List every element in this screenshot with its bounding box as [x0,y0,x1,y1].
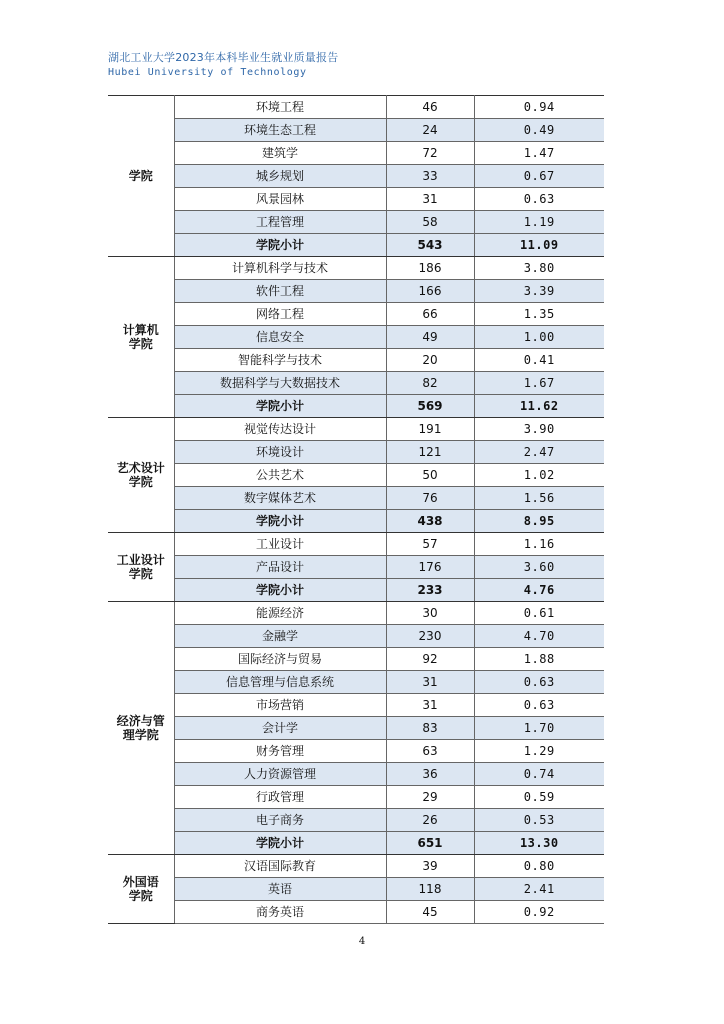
graduate-percentage: 0.61 [474,602,604,625]
college-name-line: 外国语 [122,875,159,889]
graduate-percentage: 4.70 [474,625,604,648]
graduate-percentage: 1.02 [474,464,604,487]
college-name-line: 学院 [128,567,153,581]
graduate-percentage: 0.63 [474,188,604,211]
subtotal-count: 438 [386,510,474,533]
major-name: 能源经济 [174,602,386,625]
college-name-line: 工业设计 [116,553,165,567]
graduate-percentage: 0.67 [474,165,604,188]
table-row [108,901,604,924]
graduate-count: 31 [386,671,474,694]
major-name: 信息管理与信息系统 [174,671,386,694]
graduate-count: 92 [386,648,474,671]
subtotal-label: 学院小计 [174,234,386,257]
major-name: 人力资源管理 [174,763,386,786]
table-row [108,855,604,878]
table-row [108,717,604,740]
graduate-count: 31 [386,694,474,717]
college-name-line: 经济与管 [116,714,165,728]
subtotal-row [108,234,604,257]
graduate-percentage: 3.80 [474,257,604,280]
major-name: 产品设计 [174,556,386,579]
graduate-percentage: 0.94 [474,96,604,119]
graduate-percentage: 1.35 [474,303,604,326]
graduate-percentage: 2.47 [474,441,604,464]
college-name-line: 计算机 [122,323,159,337]
graduate-percentage: 0.63 [474,694,604,717]
graduate-count: 63 [386,740,474,763]
graduate-percentage: 0.59 [474,786,604,809]
graduate-percentage: 3.60 [474,556,604,579]
major-name: 软件工程 [174,280,386,303]
subtotal-percentage: 11.09 [474,234,604,257]
table-row [108,372,604,395]
major-name: 风景园林 [174,188,386,211]
table-row [108,165,604,188]
college-name [108,602,174,855]
graduate-count: 82 [386,372,474,395]
graduate-percentage: 1.29 [474,740,604,763]
major-name: 金融学 [174,625,386,648]
table-row [108,786,604,809]
table-row [108,556,604,579]
graduates-by-major-table [108,95,604,924]
major-name: 电子商务 [174,809,386,832]
major-name: 计算机科学与技术 [174,257,386,280]
graduate-count: 121 [386,441,474,464]
graduate-count: 186 [386,257,474,280]
graduate-percentage: 1.88 [474,648,604,671]
report-header [108,50,338,80]
table-row [108,763,604,786]
subtotal-label: 学院小计 [174,579,386,602]
subtotal-percentage: 8.95 [474,510,604,533]
college-name: 学院 [108,96,174,257]
table-row [108,441,604,464]
subtotal-row [108,395,604,418]
graduate-count: 230 [386,625,474,648]
major-name: 数字媒体艺术 [174,487,386,510]
college-name [108,257,174,418]
graduate-percentage: 3.90 [474,418,604,441]
major-name: 会计学 [174,717,386,740]
major-name: 工业设计 [174,533,386,556]
table-row [108,418,604,441]
major-name: 环境生态工程 [174,119,386,142]
college-name [108,418,174,533]
graduate-percentage: 0.63 [474,671,604,694]
graduate-count: 39 [386,855,474,878]
major-name: 英语 [174,878,386,901]
major-name: 国际经济与贸易 [174,648,386,671]
graduate-count: 33 [386,165,474,188]
table-row [108,257,604,280]
major-name: 汉语国际教育 [174,855,386,878]
graduate-percentage: 3.39 [474,280,604,303]
major-name: 环境工程 [174,96,386,119]
graduate-count: 176 [386,556,474,579]
subtotal-label: 学院小计 [174,395,386,418]
graduate-count: 24 [386,119,474,142]
table-row [108,280,604,303]
graduate-count: 49 [386,326,474,349]
table-row [108,96,604,119]
table-row [108,878,604,901]
graduate-percentage: 2.41 [474,878,604,901]
graduate-count: 72 [386,142,474,165]
graduate-count: 57 [386,533,474,556]
subtotal-count: 543 [386,234,474,257]
college-name [108,855,174,924]
graduate-count: 58 [386,211,474,234]
college-name-line: 艺术设计 [116,461,165,475]
table-row [108,625,604,648]
subtotal-row [108,832,604,855]
graduate-count: 20 [386,349,474,372]
graduate-count: 31 [386,188,474,211]
table-row [108,464,604,487]
graduate-percentage: 1.00 [474,326,604,349]
table-row [108,671,604,694]
table-body [108,96,604,924]
major-name: 环境设计 [174,441,386,464]
college-name-line: 学院 [128,475,153,489]
table-row [108,602,604,625]
table-row [108,487,604,510]
college-name [108,533,174,602]
subtotal-count: 233 [386,579,474,602]
graduate-percentage: 0.92 [474,901,604,924]
report-title: 湖北工业大学2023年本科毕业生就业质量报告 [108,51,339,64]
graduate-percentage: 1.56 [474,487,604,510]
table-row [108,648,604,671]
table-row [108,119,604,142]
college-name-line: 理学院 [122,728,159,742]
major-name: 工程管理 [174,211,386,234]
table-row [108,303,604,326]
table-row [108,694,604,717]
graduate-count: 191 [386,418,474,441]
graduate-count: 29 [386,786,474,809]
subtotal-label: 学院小计 [174,832,386,855]
table-row [108,533,604,556]
major-name: 视觉传达设计 [174,418,386,441]
subtotal-count: 651 [386,832,474,855]
table-row [108,142,604,165]
major-name: 市场营销 [174,694,386,717]
graduate-count: 66 [386,303,474,326]
table-row [108,188,604,211]
graduate-count: 46 [386,96,474,119]
graduate-count: 45 [386,901,474,924]
graduate-count: 36 [386,763,474,786]
major-name: 智能科学与技术 [174,349,386,372]
subtotal-count: 569 [386,395,474,418]
major-name: 行政管理 [174,786,386,809]
graduate-percentage: 1.47 [474,142,604,165]
college-name-line: 学院 [128,337,153,351]
graduate-percentage: 1.67 [474,372,604,395]
table-row [108,349,604,372]
graduate-count: 166 [386,280,474,303]
college-name-line: 学院 [128,889,153,903]
table-row [108,326,604,349]
major-name: 财务管理 [174,740,386,763]
graduate-percentage: 0.74 [474,763,604,786]
graduate-percentage: 1.19 [474,211,604,234]
graduate-percentage: 0.49 [474,119,604,142]
graduate-percentage: 0.53 [474,809,604,832]
graduate-count: 118 [386,878,474,901]
table-row [108,809,604,832]
graduate-count: 50 [386,464,474,487]
page-number: 4 [358,936,366,947]
major-name: 信息安全 [174,326,386,349]
graduate-percentage: 1.70 [474,717,604,740]
graduate-count: 83 [386,717,474,740]
major-name: 商务英语 [174,901,386,924]
table-row [108,740,604,763]
major-name: 数据科学与大数据技术 [174,372,386,395]
table-row [108,211,604,234]
subtotal-percentage: 13.30 [474,832,604,855]
major-name: 建筑学 [174,142,386,165]
major-name: 网络工程 [174,303,386,326]
subtotal-percentage: 11.62 [474,395,604,418]
subtotal-percentage: 4.76 [474,579,604,602]
subtotal-row [108,579,604,602]
university-name-en: Hubei University of Technology [108,67,307,78]
major-name: 城乡规划 [174,165,386,188]
subtotal-row [108,510,604,533]
graduate-percentage: 0.41 [474,349,604,372]
graduate-count: 30 [386,602,474,625]
graduate-count: 26 [386,809,474,832]
graduate-percentage: 0.80 [474,855,604,878]
graduate-percentage: 1.16 [474,533,604,556]
graduate-count: 76 [386,487,474,510]
major-name: 公共艺术 [174,464,386,487]
subtotal-label: 学院小计 [174,510,386,533]
